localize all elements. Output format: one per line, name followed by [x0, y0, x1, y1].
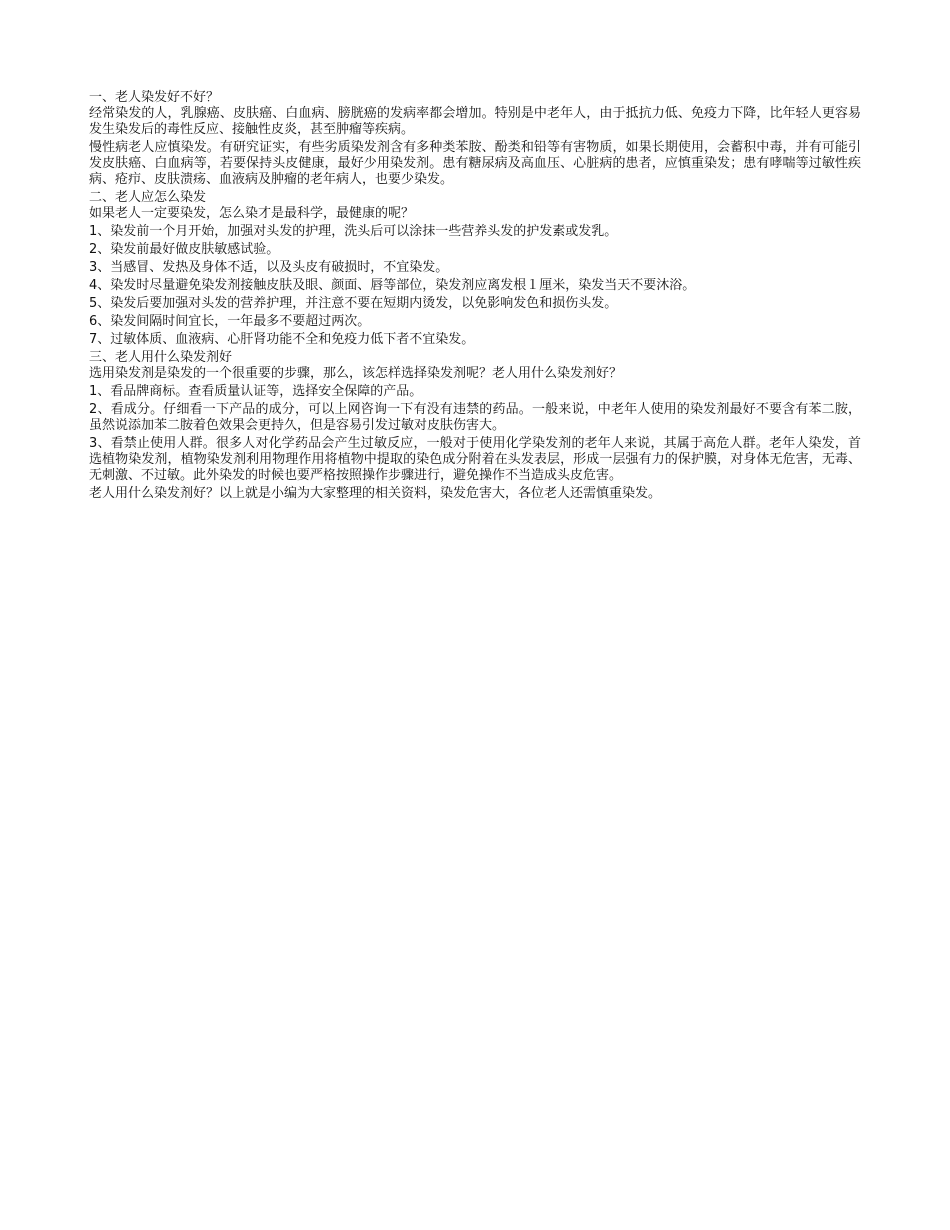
paragraph-conclusion: 老人用什么染发剂好？以上就是小编为大家整理的相关资料，染发危害大，各位老人还需慎重染发。 [89, 486, 662, 501]
list-item: 3、当感冒、发热及身体不适，以及头皮有破损时，不宜染发。 [89, 260, 449, 275]
section-heading-2: 二、老人应怎么染发 [89, 190, 207, 205]
document-body [89, 90, 861, 504]
paragraph-chronic-disease: 慢性病老人应慎染发。有研究证实，有些劣质染发剂含有多种类苯胺、酚类和铅等有害物质，如果长期使用，会蓄积中毒，并有可能引发皮肤癌、白血病等，若要保持头皮健康，最好少用染发剂。患有糖尿病及高血压、心脏病的患者，应慎重染发；患有哮喘等过敏性疾病、疮疖、皮肤溃疡、血液病及肿瘤的老年病人，也要少染发。 [89, 140, 861, 187]
paragraph-cancer-risk: 经常染发的人，乳腺癌、皮肤癌、白血病、膀胱癌的发病率都会增加。特别是中老年人，由于抵抗力低、免疫力下降，比年轻人更容易发生染发后的毒性反应、接触性皮炎，甚至肿瘤等疾病。 [89, 106, 861, 137]
list-item: 1、染发前一个月开始，加强对头发的护理，洗头后可以涂抹一些营养头发的护发素或发乳。 [89, 224, 618, 239]
list-item: 1、看品牌商标。查看质量认证等，选择安全保障的产品。 [89, 384, 423, 399]
list-item: 4、染发时尽量避免染发剂接触皮肤及眼、颜面、唇等部位，染发剂应离发根１厘米，染发当天不要沐浴。 [89, 278, 696, 293]
list-item: 6、染发间隔时间宜长，一年最多不要超过两次。 [89, 314, 371, 329]
paragraph-how-to-dye: 如果老人一定要染发，怎么染才是最科学，最健康的呢？ [89, 206, 415, 221]
list-item: 5、染发后要加强对头发的营养护理，并注意不要在短期内烫发，以免影响发色和损伤头发。 [89, 296, 618, 311]
list-item: 3、看禁止使用人群。很多人对化学药品会产生过敏反应，一般对于使用化学染发剂的老年人来说，其属于高危人群。老年人染发，首选植物染发剂，植物染发剂利用物理作用将植物中提取的染色成分附着在头发表层，形成一层强有力的保护膜，对身体无危害，无毒、无刺激、不过敏。此外染发的时候也要严格按照操作步骤进行，避免操作不当造成头皮危害。 [89, 436, 861, 483]
list-item: 7、过敏体质、血液病、心肝肾功能不全和免疫力低下者不宜染发。 [89, 332, 475, 347]
paragraph-choose-dye: 选用染发剂是染发的一个很重要的步骤，那么，该怎样选择染发剂呢？老人用什么染发剂好？ [89, 366, 623, 381]
section-heading-3: 三、老人用什么染发剂好 [89, 350, 233, 365]
list-item: 2、看成分。仔细看一下产品的成分，可以上网咨询一下有没有违禁的药品。一般来说，中老年人使用的染发剂最好不要含有苯二胺，虽然说添加苯二胺着色效果会更持久，但是容易引发过敏对皮肤伤害大。 [89, 402, 861, 433]
list-item: 2、染发前最好做皮肤敏感试验。 [89, 242, 280, 257]
section-heading-1: 一、老人染发好不好？ [89, 90, 220, 105]
